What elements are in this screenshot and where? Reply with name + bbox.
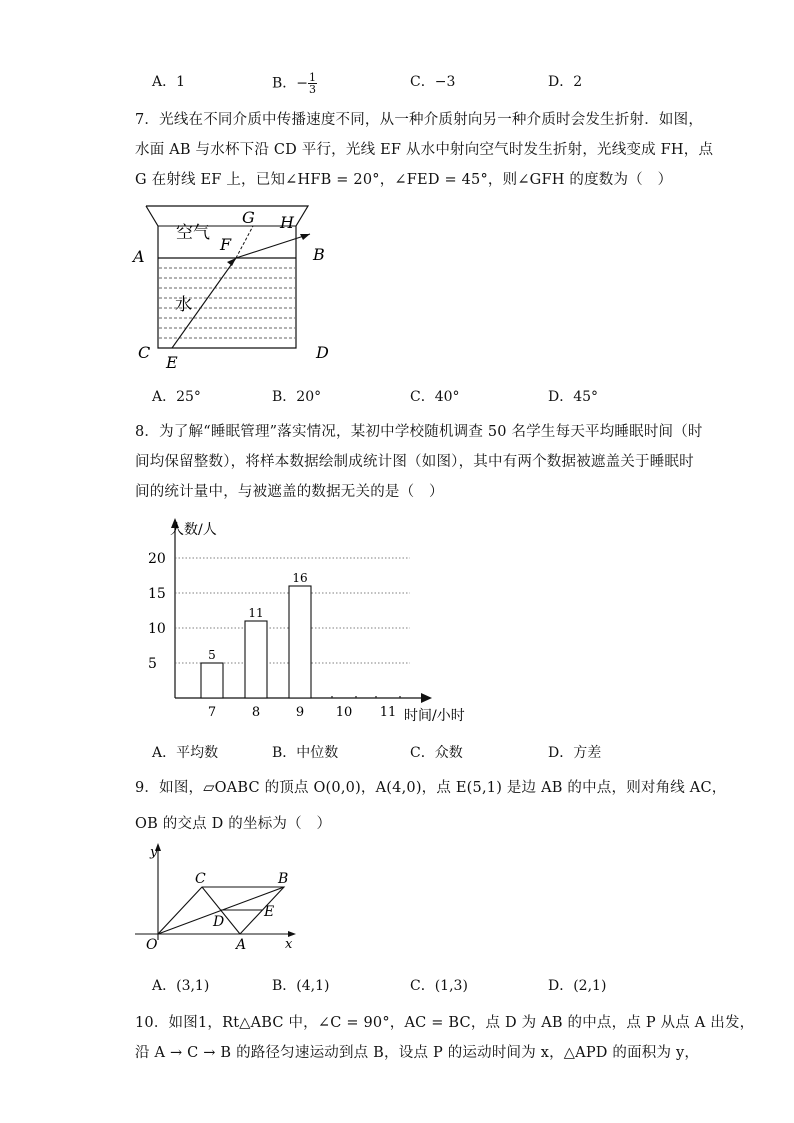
q10-line-1: 10．如图1，Rt△ABC 中，∠C = 90°，AC = BC，点 D 为 AB 的中点，点 P 从点 A 出发， [135, 1015, 755, 1031]
q7-line-3: G 在射线 EF 上，已知∠HFB = 20°，∠FED = 45°，则∠GFH 的度数为（ ） [135, 172, 673, 188]
sleep-bar-chart [140, 512, 480, 727]
label-air: 空气 [176, 223, 210, 243]
label-x: x [285, 937, 293, 952]
q7-option-c: C．40° [410, 389, 460, 405]
q8-option-b: B．中位数 [272, 745, 339, 761]
ray-fh [236, 234, 310, 258]
x-axis-arrow [421, 693, 432, 703]
q7-refraction-figure [128, 198, 338, 374]
ray-fh-arrow [300, 234, 310, 240]
q8-line-1: 8．为了解“睡眠管理”落实情况，某初中学校随机调查 50 名学生每天平均睡眠时间（时 [135, 424, 703, 440]
covered-data-dot [355, 696, 357, 698]
label-d: D [316, 343, 329, 362]
y-tick-label: 5 [148, 656, 157, 672]
q9-line-2: OB 的交点 D 的坐标为（ ） [135, 816, 332, 832]
label-c: C [138, 343, 151, 362]
x-tick-label: 9 [295, 705, 305, 720]
q10-line-2: 沿 A → C → B 的路径匀速运动到点 B，设点 P 的运动时间为 x，△APD 的面积为 y， [135, 1045, 700, 1061]
label-b: B [278, 871, 289, 887]
label-b: B [313, 245, 325, 264]
label-a: A [133, 247, 145, 266]
covered-data-dot [399, 696, 401, 698]
covered-data-dot [331, 696, 333, 698]
q9-option-b: B．(4,1) [272, 978, 330, 994]
ray-ef-arrow [227, 258, 236, 266]
y-tick-label: 10 [148, 621, 166, 637]
q6-option-b-label: B．− [272, 75, 309, 92]
q7-line-1: 7．光线在不同介质中传播速度不同，从一种介质射向另一种介质时会发生折射．如图， [135, 112, 704, 128]
q6-option-d: D．2 [548, 74, 583, 90]
x-tick-label: 10 [335, 705, 353, 720]
label-y: y [150, 845, 158, 860]
q8-option-a: A．平均数 [152, 745, 219, 761]
label-h: H [280, 213, 294, 232]
q6-option-b [272, 72, 317, 95]
q7-option-a: A．25° [152, 389, 201, 405]
q6-option-a: A．1 [152, 74, 186, 90]
covered-data-dot [375, 696, 377, 698]
bar-data-label: 16 [292, 571, 308, 585]
q8-option-d: D．方差 [548, 745, 602, 761]
q9-option-d: D．(2,1) [548, 978, 607, 994]
label-water: 水 [175, 295, 192, 315]
bar [245, 621, 267, 698]
q9-line-1: 9．如图，▱OABC 的顶点 O(0,0)，A(4,0)，点 E(5,1) 是边 AB 的中点，则对角线 AC， [135, 780, 727, 796]
q8-line-3: 间的统计量中，与被遮盖的数据无关的是（ ） [135, 484, 444, 500]
x-tick-label: 11 [379, 705, 397, 720]
fraction: $\frac{1}{3}$ [309, 71, 317, 96]
label-g: G [242, 208, 255, 227]
x-axis-label: 时间/小时 [404, 708, 465, 724]
q8-option-c: C．众数 [410, 745, 463, 761]
q7-option-d: D．45° [548, 389, 599, 405]
bar-data-label: 5 [208, 648, 216, 662]
label-c: C [195, 871, 206, 887]
label-e: E [166, 353, 178, 372]
y-tick-label: 15 [148, 586, 166, 602]
label-f: F [220, 235, 232, 254]
label-e: E [264, 904, 275, 920]
y-tick-label: 20 [148, 551, 166, 567]
label-a: A [236, 937, 247, 953]
y-axis-label: 人数/人 [170, 522, 217, 538]
q7-option-b: B．20° [272, 389, 322, 405]
q8-line-2: 间均保留整数），将样本数据绘制成统计图（如图），其中有两个数据被遮盖关于睡眠时 [135, 454, 694, 470]
bar [289, 586, 311, 698]
q9-parallelogram-figure [130, 840, 305, 955]
q9-option-c: C．(1,3) [410, 978, 468, 994]
q6-option-c: C．−3 [410, 74, 456, 90]
bar-data-label: 11 [248, 606, 264, 620]
label-d: D [213, 914, 225, 930]
label-o: O [146, 937, 158, 953]
x-tick-label: 8 [251, 705, 261, 720]
x-tick-label: 7 [207, 705, 217, 720]
q9-option-a: A．(3,1) [152, 978, 210, 994]
bar [201, 663, 223, 698]
q7-line-2: 水面 AB 与水杯下沿 CD 平行，光线 EF 从水中射向空气时发生折射，光线变成 FH，点 [135, 142, 714, 158]
